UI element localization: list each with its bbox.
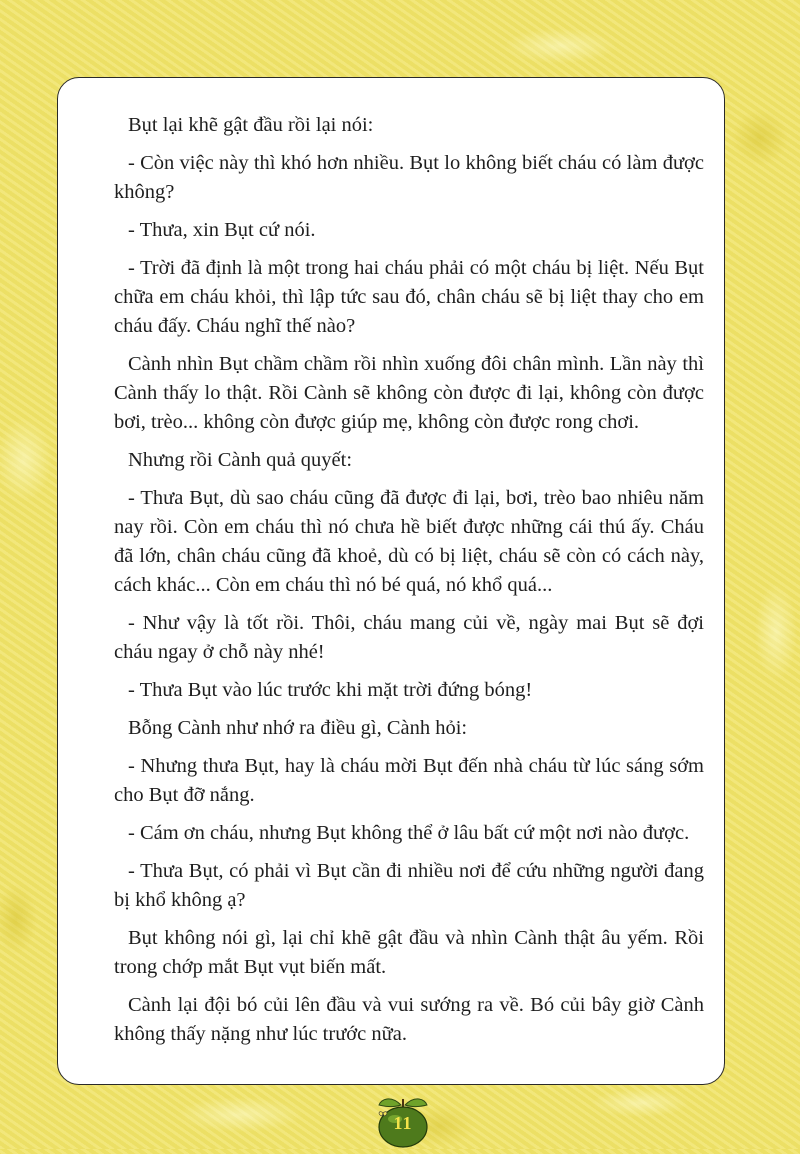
story-text bbox=[114, 111, 704, 1058]
paragraph: - Thưa Bụt vào lúc trước khi mặt trời đứng bóng! bbox=[128, 679, 533, 701]
paragraph: Bụt không nói gì, lại chỉ khẽ gật đầu và nhìn Cành thật âu yếm. Rồi trong chớp mắt Bụt vụt biến mất. bbox=[114, 927, 704, 978]
page-number: 11 bbox=[393, 1113, 413, 1133]
paragraph: Bỗng Cành như nhớ ra điều gì, Cành hỏi: bbox=[128, 717, 468, 739]
paragraph: Cành lại đội bó củi lên đầu và vui sướng ra về. Bó củi bây giờ Cành không thấy nặng như lúc trước nữa. bbox=[114, 994, 704, 1045]
paragraph: - Thưa, xin Bụt cứ nói. bbox=[128, 219, 316, 241]
paragraph: - Như vậy là tốt rồi. Thôi, cháu mang củi về, ngày mai Bụt sẽ đợi cháu ngay ở chỗ này nhé! bbox=[114, 612, 704, 663]
paragraph: - Cám ơn cháu, nhưng Bụt không thể ở lâu bất cứ một nơi nào được. bbox=[128, 822, 690, 844]
paragraph: - Thưa Bụt, dù sao cháu cũng đã được đi lại, bơi, trèo bao nhiêu năm nay rồi. Còn em cháu thì nó chưa hề biết được những cái thú ấy. Cháu đã lớn, chân cháu cũng đã khoẻ, dù có bị liệt, cháu sẽ còn có cách này, cách khác... Còn em cháu thì nó bé quá, nó khổ quá... bbox=[114, 487, 704, 596]
paragraph: Nhưng rồi Cành quả quyết: bbox=[128, 449, 353, 471]
paragraph: - Trời đã định là một trong hai cháu phải có một cháu bị liệt. Nếu Bụt chữa em cháu khỏi, thì lập tức sau đó, chân cháu sẽ bị liệt thay cho em cháu đấy. Cháu nghĩ thế nào? bbox=[114, 257, 704, 337]
paragraph: - Còn việc này thì khó hơn nhiều. Bụt lo không biết cháu có làm được không? bbox=[114, 152, 704, 203]
paragraph: - Nhưng thưa Bụt, hay là cháu mời Bụt đến nhà cháu từ lúc sáng sớm cho Bụt đỡ nắng. bbox=[114, 755, 704, 806]
paragraph: Bụt lại khẽ gật đầu rồi lại nói: bbox=[128, 114, 374, 136]
paragraph: - Thưa Bụt, có phải vì Bụt cần đi nhiều nơi để cứu những người đang bị khổ không ạ? bbox=[114, 860, 704, 911]
paragraph: Cành nhìn Bụt chầm chầm rồi nhìn xuống đôi chân mình. Lần này thì Cành thấy lo thật. Rồi Cành sẽ không còn được đi lại, không còn được bơi, trèo... không còn được giúp mẹ, không còn được rong chơi. bbox=[114, 353, 704, 433]
page-number-badge bbox=[373, 1093, 433, 1149]
